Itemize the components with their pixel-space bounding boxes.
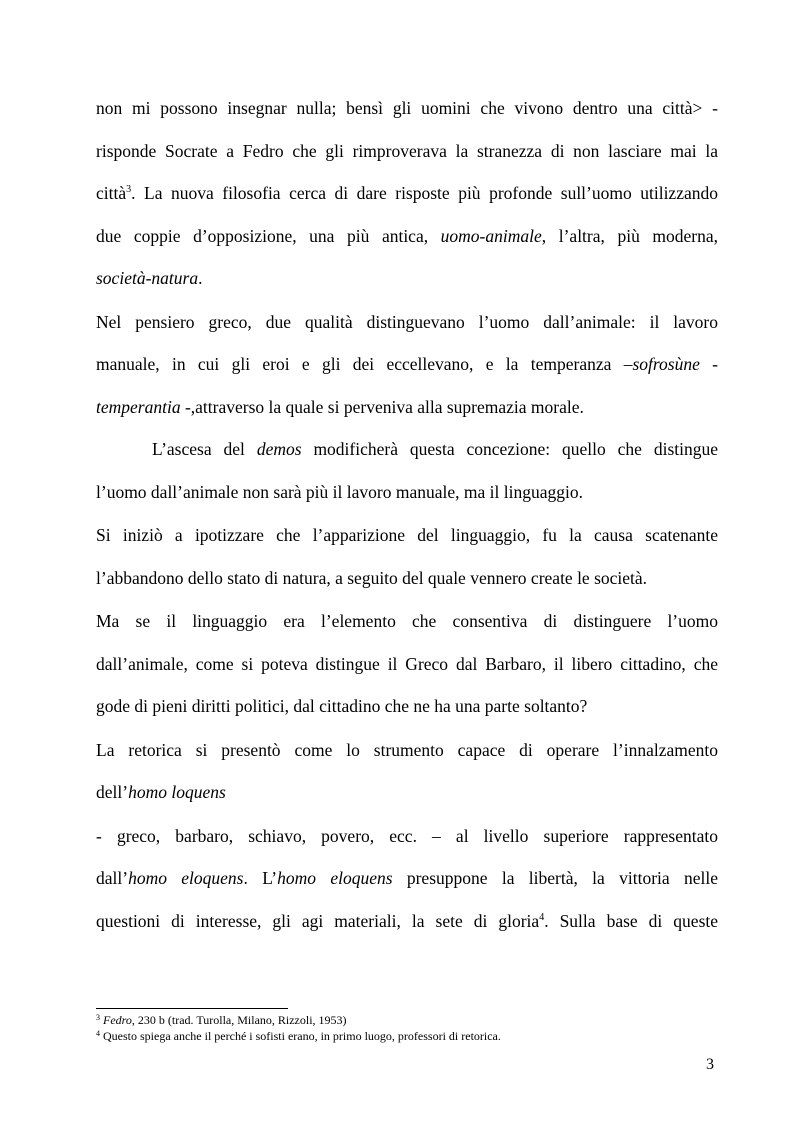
text-line: città$^3$. La nuova filosofia cerca di dare risposte più profonde sull’uomo utilizzando: [96, 183, 718, 203]
footnote-ref: 4: [539, 912, 545, 923]
text-line: l’uomo dall’animale non sarà più il lavoro manuale, ma il linguaggio.: [96, 482, 583, 502]
text-line: gode di pieni diritti politici, dal cittadino che ne ha una parte soltanto?: [96, 696, 588, 716]
text-line: - greco, barbaro, schiavo, povero, ecc. – al livello superiore rappresentato: [96, 826, 718, 846]
footnote-3: $^3$ Fedro, 230 b (trad. Turolla, Milano, Rizzoli, 1953): [96, 1013, 347, 1027]
text-line: l’abbandono dello stato di natura, a seguito del quale vennero create le società.: [96, 568, 648, 588]
text-line: manuale, in cui gli eroi e gli dei eccellevano, e la temperanza –sofrosùne -: [96, 354, 718, 374]
text-line: risponde Socrate a Fedro che gli rimproverava la stranezza di non lasciare mai la: [96, 141, 718, 161]
footnote-separator: [96, 1008, 288, 1009]
text-line: due coppie d’opposizione, una più antica, uomo-animale, l’altra, più moderna,: [96, 226, 718, 246]
text-line: Ma se il linguaggio era l’elemento che consentiva di distinguere l’uomo: [96, 611, 718, 631]
text-line: Nel pensiero greco, due qualità distinguevano l’uomo dall’animale: il lavoro: [96, 312, 718, 332]
page-number: 3: [706, 1056, 714, 1073]
text-line: non mi possono insegnar nulla; bensì gli uomini che vivono dentro una città> -: [96, 98, 718, 118]
text-line: questioni di interesse, gli agi materiali, la sete di gloria$^4$. Sulla base di queste: [96, 911, 719, 931]
text-line: dell’homo loquens: [96, 782, 226, 802]
text-line: La retorica si presentò come lo strumento capace di operare l’innalzamento: [96, 740, 718, 760]
footnote-ref: 3: [126, 184, 132, 195]
text-line: dall’animale, come si poteva distingue il Greco dal Barbaro, il libero cittadino, che: [96, 654, 718, 674]
text-line: dall’homo eloquens. L’homo eloquens presuppone la libertà, la vittoria nelle: [96, 868, 718, 888]
text-line: L’ascesa del demos modificherà questa concezione: quello che distingue: [152, 439, 718, 459]
text-line: Si iniziò a ipotizzare che l’apparizione del linguaggio, fu la causa scatenante: [96, 525, 718, 545]
text-line: società-natura.: [96, 268, 203, 288]
footnote-4: $^4$ Questo spiega anche il perché i sofisti erano, in primo luogo, professori di retorica.: [96, 1029, 501, 1043]
text-line: temperantia -,attraverso la quale si perveniva alla supremazia morale.: [96, 397, 584, 417]
